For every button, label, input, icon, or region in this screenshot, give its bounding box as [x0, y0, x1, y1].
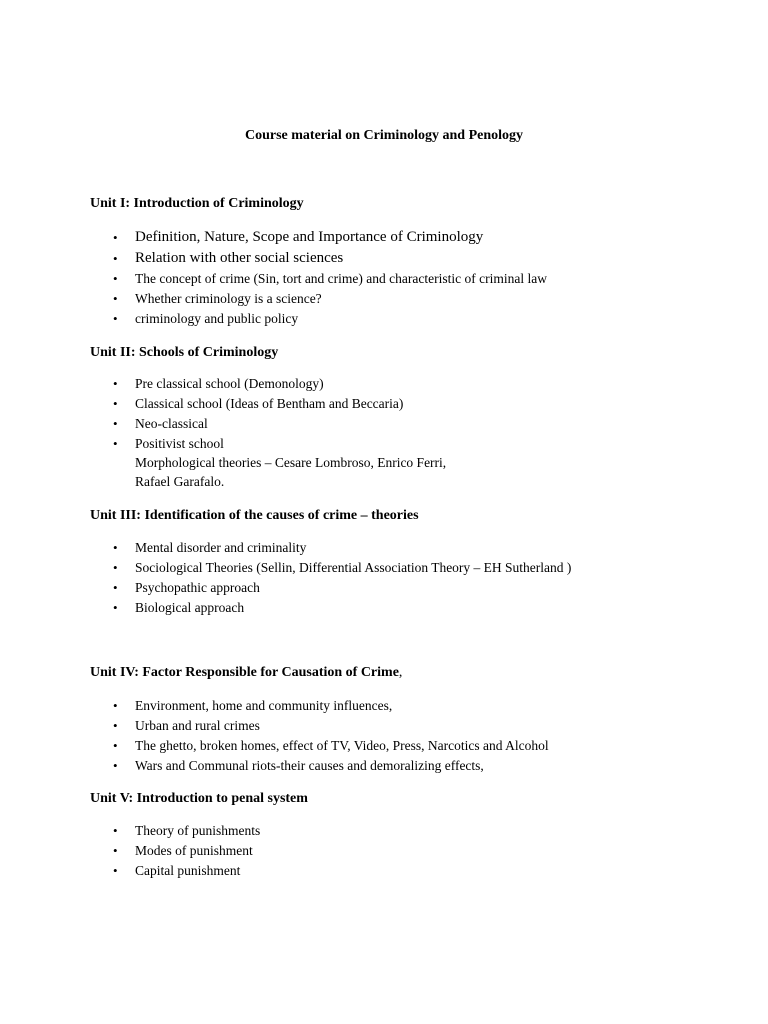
list-item: • Biological approach	[0, 598, 768, 618]
unit-2-heading: Unit II: Schools of Criminology	[90, 345, 279, 360]
bullet-icon: •	[113, 540, 118, 555]
bullet-icon: •	[113, 843, 118, 858]
bullet-icon: •	[113, 580, 118, 595]
document-title: Course material on Criminology and Penology	[244, 128, 524, 143]
list-item: • Mental disorder and criminality	[0, 538, 768, 558]
list-item: • Capital punishment	[0, 861, 768, 881]
bullet-icon: •	[113, 560, 118, 575]
unit-4-list	[0, 696, 768, 776]
list-item: • Relation with other social sciences	[0, 248, 768, 269]
list-item: • Neo-classical	[0, 414, 768, 434]
positivist-sub-line-2: Rafael Garafalo.	[135, 473, 225, 489]
bullet-icon: •	[113, 698, 118, 713]
list-item: • The ghetto, broken homes, effect of TV, Video, Press, Narcotics and Alcohol	[0, 736, 768, 756]
bullet-icon: •	[113, 718, 118, 733]
unit-3-heading: Unit III: Identification of the causes of crime – theories	[90, 508, 419, 523]
unit-5-heading: Unit V: Introduction to penal system	[90, 791, 308, 806]
bullet-icon: •	[113, 291, 118, 306]
unit-2-list	[0, 374, 768, 491]
list-item: • Positivist school Morphological theories – Cesare Lombroso, Enrico Ferri, Rafael Garafalo.	[0, 434, 768, 491]
list-item: • Definition, Nature, Scope and Importance of Criminology	[0, 227, 768, 248]
unit-1-heading: Unit I: Introduction of Criminology	[90, 196, 304, 211]
unit-5-list	[0, 821, 768, 881]
unit-1-list	[0, 227, 768, 329]
bullet-icon: •	[113, 271, 118, 286]
bullet-icon: •	[113, 311, 118, 326]
list-item: • Pre classical school (Demonology)	[0, 374, 768, 394]
unit-4-heading: Unit IV: Factor Responsible for Causation of Crime,	[90, 665, 403, 680]
unit-3-list	[0, 538, 768, 618]
bullet-icon: •	[113, 396, 118, 411]
bullet-icon: •	[113, 823, 118, 838]
list-item: • Environment, home and community influences,	[0, 696, 768, 716]
positivist-sub-line-1: Morphological theories – Cesare Lombroso, Enrico Ferri,	[135, 455, 447, 470]
list-item: • Whether criminology is a science?	[0, 289, 768, 309]
bullet-icon: •	[113, 376, 118, 391]
list-item: • Classical school (Ideas of Bentham and Beccaria)	[0, 394, 768, 414]
list-item: • Theory of punishments	[0, 821, 768, 841]
bullet-icon: •	[113, 600, 118, 615]
list-item: • Psychopathic approach	[0, 578, 768, 598]
bullet-icon: •	[113, 758, 118, 773]
bullet-icon: •	[113, 436, 118, 451]
bullet-icon: •	[113, 416, 118, 431]
list-item: • The concept of crime (Sin, tort and crime) and characteristic of criminal law	[0, 269, 768, 289]
list-item: • Sociological Theories (Sellin, Differential Association Theory – EH Sutherland )	[0, 558, 768, 578]
list-item: • Wars and Communal riots-their causes and demoralizing effects,	[0, 756, 768, 776]
bullet-icon: •	[113, 230, 118, 245]
bullet-icon: •	[113, 738, 118, 753]
bullet-icon: •	[113, 863, 118, 878]
list-item: • Urban and rural crimes	[0, 716, 768, 736]
list-item: • criminology and public policy	[0, 309, 768, 329]
list-item: • Modes of punishment	[0, 841, 768, 861]
bullet-icon: •	[113, 251, 118, 266]
